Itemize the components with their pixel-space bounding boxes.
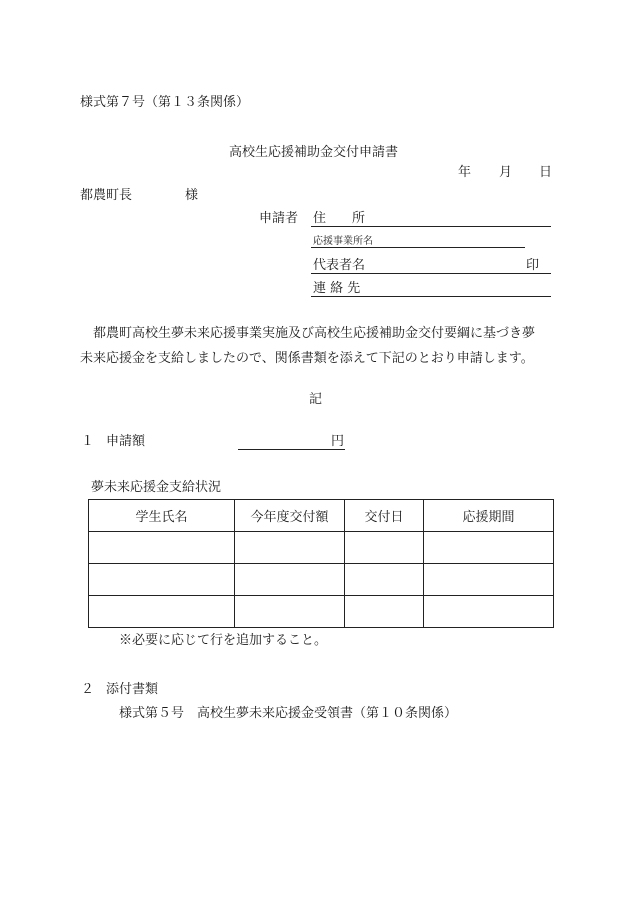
table-cell [424, 596, 554, 628]
table-cell [345, 596, 424, 628]
representative-underline [311, 273, 551, 274]
amount-underline [238, 449, 345, 450]
table-row [89, 596, 554, 628]
status-table-caption: 夢未来応援金支給状況 [91, 480, 222, 495]
attachment-line: 様式第５号 高校生夢未来応援金受領書（第１０条関係） [119, 706, 458, 721]
table-header-row [89, 500, 554, 532]
table-cell [235, 532, 345, 564]
table-cell [424, 532, 554, 564]
table-row [89, 532, 554, 564]
applicant-label: 申請者 [259, 211, 299, 226]
representative-label: 代表者名 [313, 258, 366, 273]
add-rows-note: ※必要に応じて行を追加すること。 [119, 633, 328, 648]
table-cell [89, 564, 235, 596]
status-table [88, 499, 554, 628]
business-name-label: 応援事業所名 [313, 236, 373, 247]
table-row [89, 564, 554, 596]
date-day: 日 [539, 165, 553, 180]
item-1-number: １ [81, 434, 95, 449]
form-label: 様式第７号（第１３条関係） [80, 95, 250, 110]
ki-heading: 記 [309, 392, 323, 407]
item-2-number: ２ [81, 682, 95, 697]
body-line-2: 未来応援金を支給しましたので、関係書類を添えて下記のとおり申請します。 [80, 351, 534, 366]
header-this-year-amount: 今年度交付額 [235, 500, 345, 532]
date-year: 年 [458, 165, 472, 180]
document-title: 高校生応援補助金交付申請書 [229, 145, 399, 160]
table-cell [89, 532, 235, 564]
addressee-honorific: 様 [185, 188, 199, 203]
date-month: 月 [499, 165, 513, 180]
table-cell [345, 532, 424, 564]
contact-label: 連 絡 先 [313, 281, 361, 296]
table-cell [89, 596, 235, 628]
table-cell [235, 596, 345, 628]
table-cell [235, 564, 345, 596]
addressee-name: 都農町長 [80, 188, 133, 203]
header-support-period: 応援期間 [424, 500, 554, 532]
business-name-underline [311, 247, 525, 248]
seal-mark: 印 [526, 258, 540, 273]
header-grant-date: 交付日 [345, 500, 424, 532]
address-underline [311, 226, 551, 227]
address-label: 住 所 [313, 211, 366, 226]
item-1-label: 申請額 [106, 434, 146, 449]
table-cell [345, 564, 424, 596]
table-cell [424, 564, 554, 596]
item-2-label: 添付書類 [106, 682, 159, 697]
body-line-1: 都農町高校生夢未来応援事業実施及び高校生応援補助金交付要綱に基づき夢 [93, 326, 536, 341]
amount-unit: 円 [331, 434, 345, 449]
header-student-name: 学生氏名 [89, 500, 235, 532]
contact-underline [311, 296, 551, 297]
